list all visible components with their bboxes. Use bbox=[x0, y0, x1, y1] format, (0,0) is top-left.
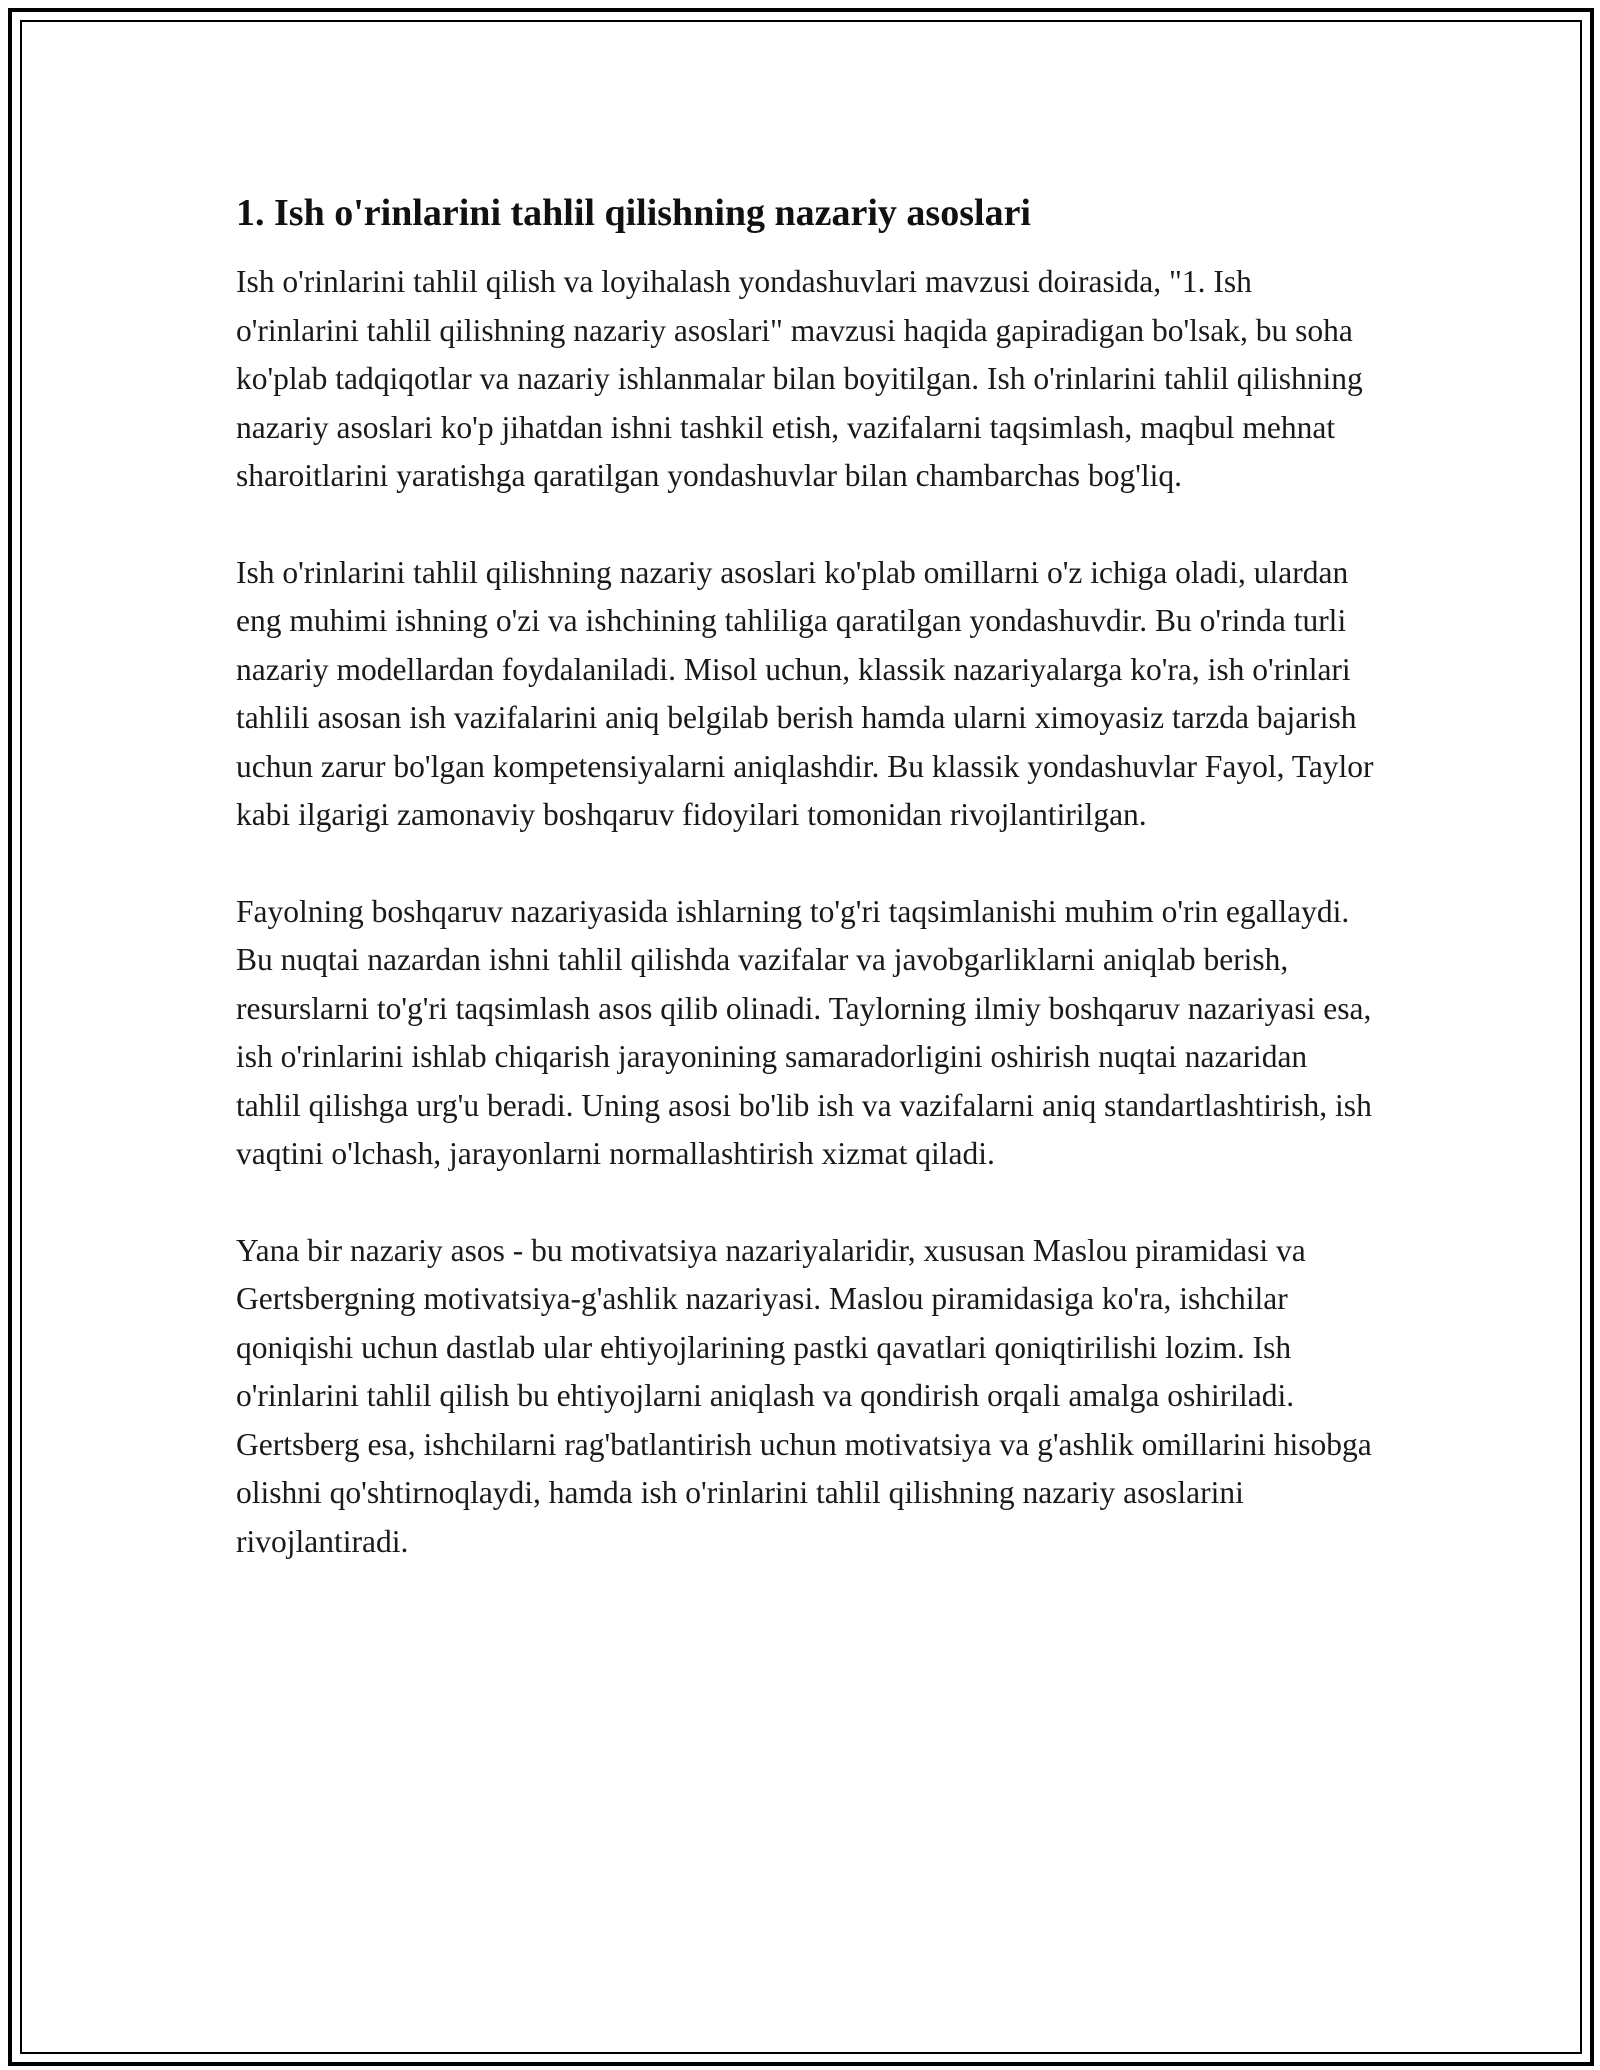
document-body bbox=[236, 188, 1376, 1566]
paragraph-4: Yana bir nazariy asos - bu motivatsiya nazariyalaridir, xususan Maslou piramidasi va Gertsbergning motivatsiya-g'ashlik nazariyasi. Maslou piramidasiga ko'ra, ishchilar qoniqishi uchun dastlab ular ehtiyojlarining pastki qavatlari qoniqtirilishi lozim. Ish o'rinlarini tahlil qilish bu ehtiyojlarni aniqlash va qondirish orqali amalga oshiriladi. Gertsberg esa, ishchilarni rag'batlantirish uchun motivatsiya va g'ashlik omillarini hisobga olishni qo'shtirnoqlaydi, hamda ish o'rinlarini tahlil qilishning nazariy asoslarini rivojlantiradi. bbox=[236, 1232, 1372, 1559]
paragraph-2: Ish o'rinlarini tahlil qilishning nazariy asoslari ko'plab omillarni o'z ichiga oladi, ulardan eng muhimi ishning o'zi va ishchining tahliliga qaratilgan yondashuvdir. Bu o'rinda turli nazariy modellardan foydalaniladi. Misol uchun, klassik nazariyalarga ko'ra, ish o'rinlari tahlili asosan ish vazifalarini aniq belgilab berish hamda ularni ximoyasiz tarzda bajarish uchun zarur bo'lgan kompetensiyalarni aniqlashdir. Bu klassik yondashuvlar Fayol, Taylor kabi ilgarigi zamonaviy boshqaruv fidoyilari tomonidan rivojlantirilgan. bbox=[236, 554, 1374, 832]
paragraph-1: Ish o'rinlarini tahlil qilish va loyihalash yondashuvlari mavzusi doirasida, "1. Ish o'rinlarini tahlil qilishning nazariy asoslari" mavzusi haqida gapiradigan bo'lsak, bu soha ko'plab tadqiqotlar va nazariy ishlanmalar bilan boyitilgan. Ish o'rinlarini tahlil qilishning nazariy asoslari ko'p jihatdan ishni tashkil etish, vazifalarni taqsimlash, maqbul mehnat sharoitlarini yaratishga qaratilgan yondashuvlar bilan chambarchas bog'liq. bbox=[236, 264, 1363, 493]
section-heading: 1. Ish o'rinlarini tahlil qilishning nazariy asoslari bbox=[236, 192, 1031, 234]
paragraph-3: Fayolning boshqaruv nazariyasida ishlarning to'g'ri taqsimlanishi muhim o'rin egallaydi. Bu nuqtai nazardan ishni tahlil qilishda vazifalar va javobgarliklarni aniqlab berish, resurslarni to'g'ri taqsimlash asos qilib olinadi. Taylorning ilmiy boshqaruv nazariyasi esa, ish o'rinlarini ishlab chiqarish jarayonining samaradorligini oshirish nuqtai nazaridan tahlil qilishga urg'u beradi. Uning asosi bo'lib ish va vazifalarni aniq standartlashtirish, ish vaqtini o'lchash, jarayonlarni normallashtirish xizmat qiladi. bbox=[236, 893, 1372, 1171]
